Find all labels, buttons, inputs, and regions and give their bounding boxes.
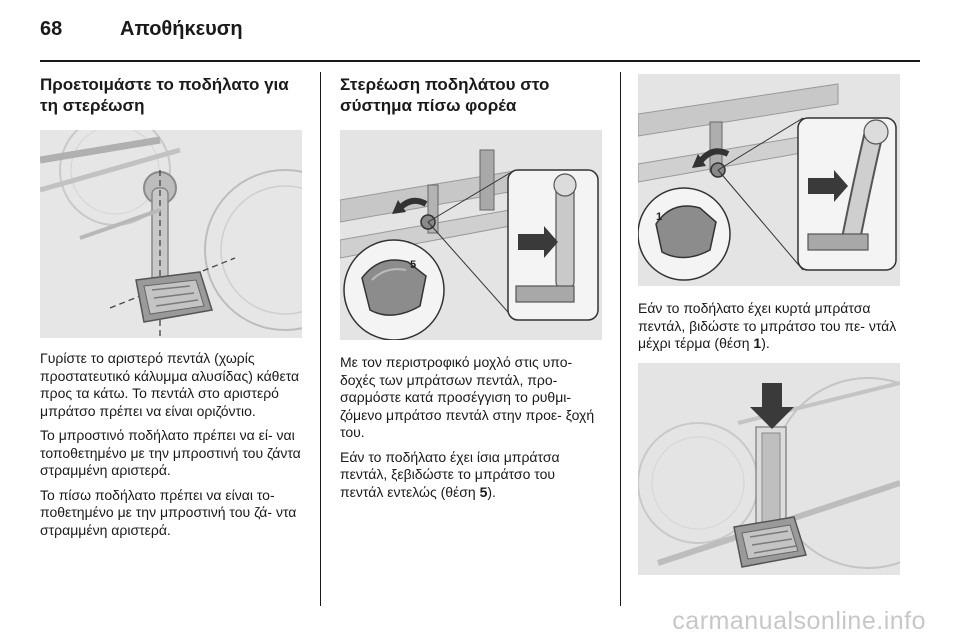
figure-rotary-lever bbox=[340, 130, 602, 340]
paragraph-rear-bike: Το πίσω ποδήλατο πρέπει να είναι το- ποθετημένο με την μπροστινή του ζά- ντα στραμμένη αριστερά. bbox=[40, 486, 297, 538]
rotary-lever-illustration bbox=[340, 130, 602, 340]
paragraph-rotary-lever: Με τον περιστροφικό μοχλό στις υπο- δοχές των μπράτσων πεντάλ, προ- σαρμόστε κατά προσέγγιση το ρυθμι- ζόμενο μπράτσο πεντάλ στην προε- ξοχή του. bbox=[340, 354, 595, 440]
figure-clamp-down bbox=[638, 363, 900, 575]
position-number-1: 1 bbox=[753, 335, 762, 351]
straight-arms-text: Εάν το ποδήλατο έχει ίσια μπράτσα πεντάλ, ξεβιδώστε το μπράτσο του πεντάλ εντελώς (θέση bbox=[340, 448, 560, 500]
curved-arm-illustration bbox=[638, 74, 900, 286]
figure-pedal-position bbox=[40, 130, 302, 338]
dial-mark-1: 1 bbox=[656, 211, 663, 223]
curved-arms-text-end: ). bbox=[761, 335, 770, 351]
section-heading-prepare: Προετοιμάστε το ποδήλατο για τη στερέωση bbox=[40, 75, 289, 115]
paragraph-front-bike: Το μπροστινό ποδήλατο πρέπει να εί- ναι τοποθετημένο με την μπροστινή του ζάντα στραμμένη αριστερά. bbox=[40, 427, 301, 478]
paragraph-curved-arms bbox=[638, 300, 900, 353]
dial-mark-5: 5 bbox=[410, 259, 417, 271]
clamp-illustration bbox=[638, 363, 900, 575]
column-2 bbox=[340, 74, 602, 508]
header-rule bbox=[40, 60, 920, 62]
column-divider-2 bbox=[620, 72, 621, 606]
page-number: 68 bbox=[40, 18, 63, 40]
pedal-illustration bbox=[40, 130, 302, 338]
paragraph-straight-arms bbox=[340, 449, 602, 502]
chapter-title: Αποθήκευση bbox=[120, 18, 243, 40]
column-1 bbox=[40, 74, 302, 546]
figure-curved-arm bbox=[638, 74, 900, 286]
column-3 bbox=[638, 74, 900, 575]
watermark-text: carmanualsonline.info bbox=[672, 607, 926, 635]
curved-arms-text: Εάν το ποδήλατο έχει κυρτά μπράτσα πεντάλ, βιδώστε το μπράτσο του πε- ντάλ μέχρι τέρμα (θέση bbox=[638, 300, 897, 351]
column-divider-1 bbox=[320, 72, 321, 606]
paragraph-rotate-pedal: Γυρίστε το αριστερό πεντάλ (χωρίς προστατευτικό κάλυμμα αλυσίδας) κάθετα προς τα κάτω. Το πεντάλ στο αριστερό μπράτσο πρέπει να είναι οριζόντιο. bbox=[40, 350, 300, 419]
straight-arms-text-end: ). bbox=[487, 483, 496, 500]
position-number-5: 5 bbox=[479, 483, 488, 500]
page-header bbox=[40, 18, 920, 58]
section-heading-fasten: Στερέωση ποδηλάτου στο σύστημα πίσω φορέα bbox=[340, 75, 550, 115]
